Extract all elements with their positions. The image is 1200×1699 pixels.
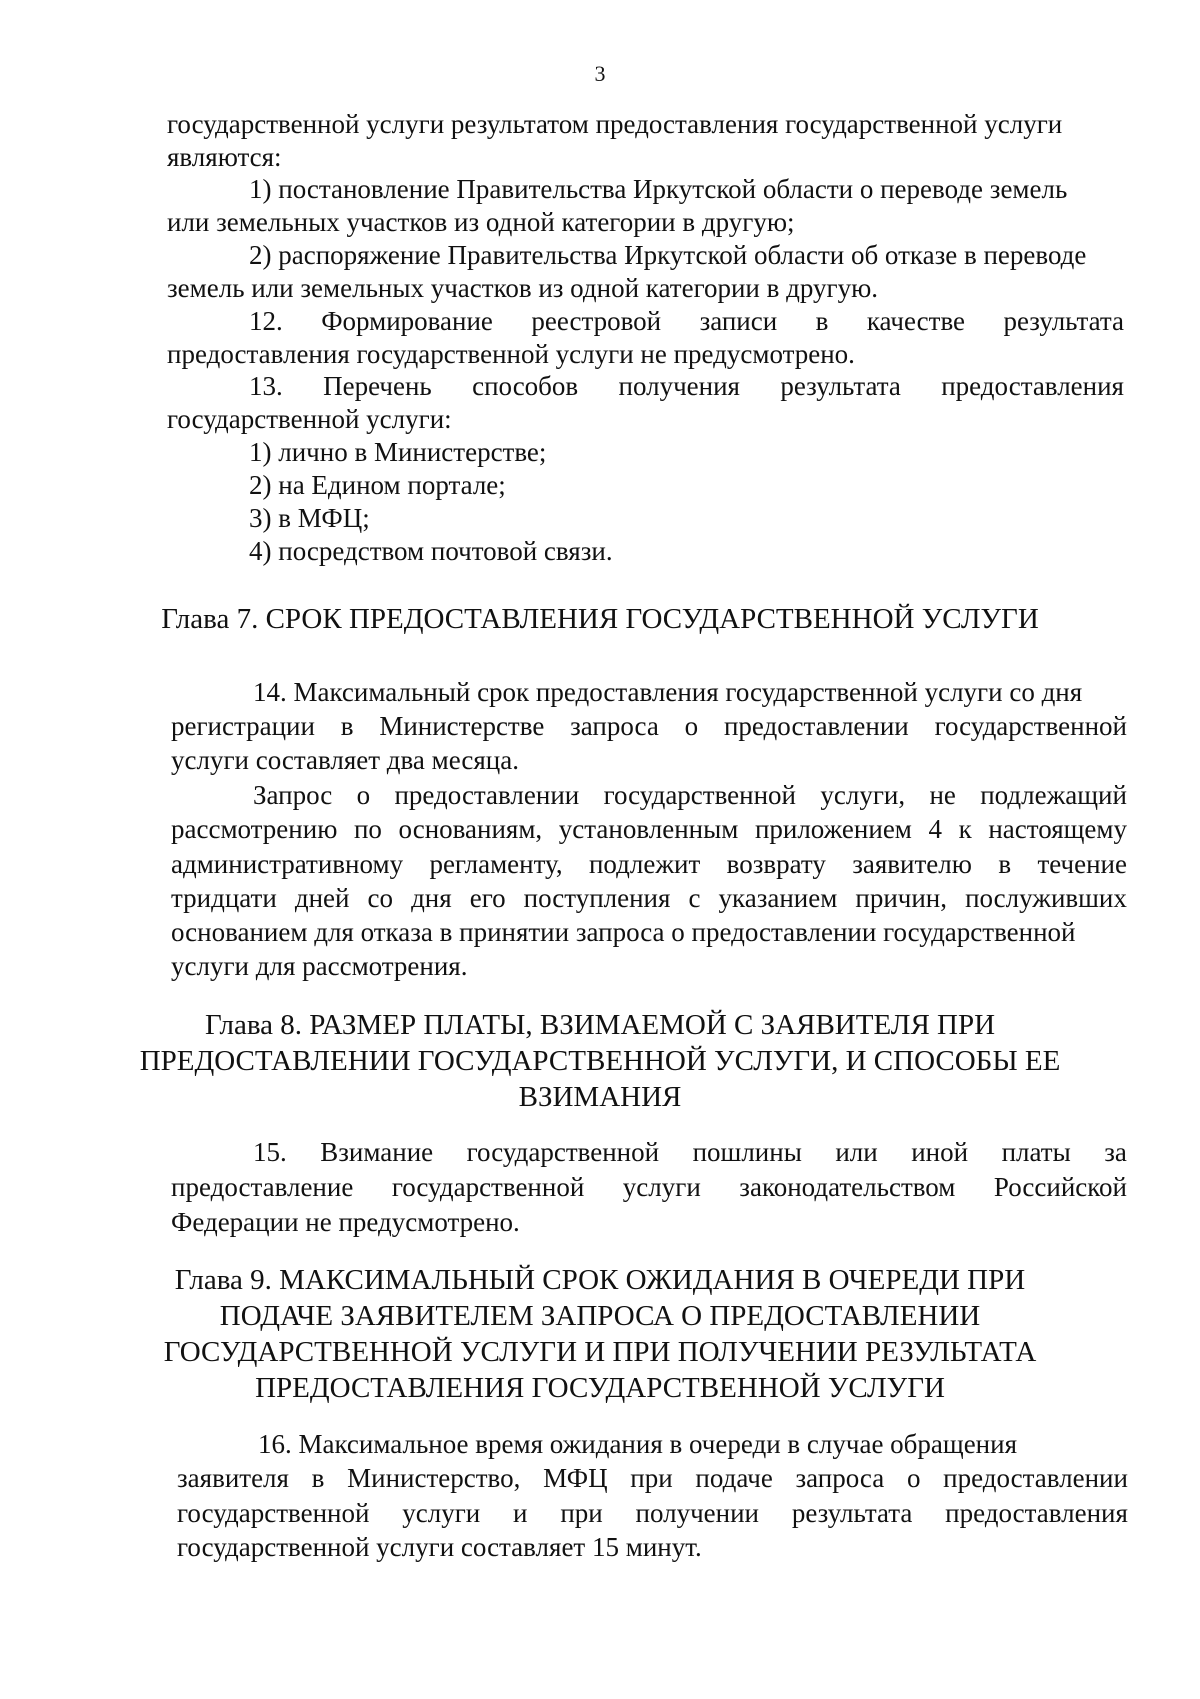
word: подлежащий: [980, 780, 1127, 810]
word: указанием: [718, 883, 838, 913]
word: результата: [780, 371, 901, 401]
paragraph-14b-line-3: [171, 847, 1127, 881]
word: Перечень: [323, 371, 432, 401]
word: качестве: [866, 306, 966, 336]
word: 15.: [253, 1137, 287, 1167]
word: платы: [1001, 1137, 1071, 1167]
word: со: [367, 883, 394, 913]
chapter-9-heading-line-2: ПОДАЧЕ ЗАЯВИТЕЛЕМ ЗАПРОСА О ПРЕДОСТАВЛЕНИИ: [219, 1300, 981, 1332]
word: предоставления: [945, 1498, 1128, 1528]
chapter-8-heading: [0, 1007, 1200, 1115]
word: 12.: [249, 306, 283, 336]
word: результата: [791, 1498, 913, 1528]
word: способов: [472, 371, 579, 401]
word: государственной: [391, 1172, 585, 1202]
word: дня: [411, 883, 452, 913]
word: с: [688, 883, 701, 913]
word: и: [513, 1498, 528, 1528]
word: причин,: [855, 883, 948, 913]
word: запроса: [570, 711, 659, 741]
word: результата: [1003, 306, 1124, 336]
list-item-11-1-line-2: или земельных участков из одной категории в другую;: [167, 207, 795, 237]
word: подаче: [695, 1463, 773, 1493]
paragraph-14b-line-5: основанием для отказа в принятии запроса о предоставлении государственной: [171, 917, 1076, 947]
word: пошлины: [692, 1137, 802, 1167]
word: предоставлении: [723, 711, 909, 741]
word: предоставление: [171, 1172, 354, 1202]
word: при: [630, 1463, 673, 1493]
word: записи: [699, 306, 778, 336]
paragraph-14-line-1: 14. Максимальный срок предоставления государственной услуги со дня: [253, 677, 1083, 707]
word: Запрос: [253, 780, 333, 810]
chapter-9-heading-line-3: ГОСУДАРСТВЕННОЙ УСЛУГИ И ПРИ ПОЛУЧЕНИИ РЕЗУЛЬТАТА: [163, 1336, 1037, 1368]
word: заявителю: [852, 849, 972, 879]
word: поступления: [523, 883, 671, 913]
word: основаниям,: [398, 814, 543, 844]
list-item-13-4: 4) посредством почтовой связи.: [249, 536, 613, 566]
paragraph-14-line-3: услуги составляет два месяца.: [171, 745, 519, 775]
word: запроса: [795, 1463, 885, 1493]
word: государственной: [934, 711, 1127, 741]
word: Формирование: [321, 306, 493, 336]
word: о: [684, 711, 699, 741]
word: возврату: [726, 849, 826, 879]
word: заявителя: [177, 1463, 289, 1493]
word: в: [815, 306, 829, 336]
word: послуживших: [965, 883, 1127, 913]
word: государственной: [177, 1498, 370, 1528]
word: Министерство,: [347, 1463, 521, 1493]
word: услуги: [622, 1172, 701, 1202]
chapter-9-heading: [0, 1262, 1200, 1406]
word: Российской: [993, 1172, 1127, 1202]
page-number: 3: [594, 61, 606, 86]
paragraph-13-line-1: [249, 369, 1124, 403]
word: к: [958, 814, 972, 844]
chapter-8-heading-line-2: ПРЕДОСТАВЛЕНИИ ГОСУДАРСТВЕННОЙ УСЛУГИ, И СПОСОБЫ ЕЕ: [139, 1045, 1061, 1077]
paragraph-14b-line-2: [171, 812, 1127, 846]
word: течение: [1037, 849, 1127, 879]
word: административному: [171, 849, 404, 879]
word: о: [356, 780, 371, 810]
list-item-13-1: 1) лично в Министерстве;: [249, 437, 547, 467]
word: не: [929, 780, 956, 810]
word: услуги: [402, 1498, 481, 1528]
word: настоящему: [988, 814, 1127, 844]
chapter-8-heading-line-1: Глава 8. РАЗМЕР ПЛАТЫ, ВЗИМАЕМОЙ С ЗАЯВИТЕЛЯ ПРИ: [204, 1009, 996, 1041]
paragraph-16-line-1: 16. Максимальное время ожидания в очереди в случае обращения: [258, 1429, 1017, 1459]
word: приложением: [754, 814, 912, 844]
word: 13.: [249, 371, 283, 401]
word: в: [340, 711, 354, 741]
list-item-13-2: 2) на Едином портале;: [249, 470, 506, 500]
word: установленным: [558, 814, 739, 844]
paragraph-15-line-3: Федерации не предусмотрено.: [171, 1207, 520, 1237]
list-item-11-2-line-1: 2) распоряжение Правительства Иркутской области об отказе в переводе: [249, 240, 1087, 270]
paragraph-13-line-2: государственной услуги:: [167, 404, 452, 434]
word: регистрации: [171, 711, 315, 741]
paragraph-16-line-2: [177, 1461, 1128, 1495]
word: предоставления: [941, 371, 1124, 401]
word: законодательством: [739, 1172, 956, 1202]
word: о: [906, 1463, 921, 1493]
word: предоставлении: [943, 1463, 1128, 1493]
word: в: [311, 1463, 325, 1493]
paragraph-15-line-2: [171, 1170, 1127, 1204]
chapter-8-heading-line-3: ВЗИМАНИЯ: [518, 1081, 682, 1113]
paragraph-16-line-4: государственной услуги составляет 15 минут.: [177, 1532, 702, 1562]
word: получении: [635, 1498, 760, 1528]
paragraph-14b-line-4: [171, 881, 1127, 915]
word: подлежит: [588, 849, 701, 879]
word: 4: [928, 814, 942, 844]
word: регламенту,: [429, 849, 563, 879]
list-item-13-3: 3) в МФЦ;: [249, 503, 370, 533]
word: рассмотрению: [171, 814, 338, 844]
paragraph-11-line-2: являются:: [167, 142, 282, 172]
paragraph-11-line-1: государственной услуги результатом предоставления государственной услуги: [167, 109, 1063, 139]
word: реестровой: [531, 306, 662, 336]
paragraph-14b-line-6: услуги для рассмотрения.: [171, 951, 468, 981]
word: дней: [294, 883, 350, 913]
chapter-9-heading-line-1: Глава 9. МАКСИМАЛЬНЫЙ СРОК ОЖИДАНИЯ В ОЧЕРЕДИ ПРИ: [174, 1264, 1026, 1296]
word: за: [1104, 1137, 1127, 1167]
word: государственной: [603, 780, 797, 810]
word: получения: [618, 371, 740, 401]
list-item-11-2-line-2: земель или земельных участков из одной категории в другую.: [167, 273, 878, 303]
word: тридцати: [171, 883, 277, 913]
paragraph-14-line-2: [171, 709, 1127, 743]
word: Министерстве: [379, 711, 545, 741]
list-item-11-1-line-1: 1) постановление Правительства Иркутской области о переводе земель: [249, 174, 1068, 204]
word: предоставлении: [394, 780, 580, 810]
word: или: [835, 1137, 878, 1167]
word: по: [353, 814, 382, 844]
word: Взимание: [320, 1137, 434, 1167]
word: государственной: [466, 1137, 660, 1167]
paragraph-14b-line-1: [253, 778, 1127, 812]
word: услуги,: [820, 780, 906, 810]
chapter-7-heading-line-1: Глава 7. СРОК ПРЕДОСТАВЛЕНИЯ ГОСУДАРСТВЕННОЙ УСЛУГИ: [161, 603, 1039, 635]
word: при: [560, 1498, 603, 1528]
paragraph-12-line-2: предоставления государственной услуги не предусмотрено.: [167, 339, 855, 369]
paragraph-12-line-1: [249, 304, 1124, 338]
chapter-7-heading: [0, 601, 1200, 637]
paragraph-15-line-1: [253, 1135, 1127, 1169]
word: его: [469, 883, 506, 913]
word: в: [998, 849, 1012, 879]
word: МФЦ: [543, 1463, 608, 1493]
chapter-9-heading-line-4: ПРЕДОСТАВЛЕНИЯ ГОСУДАРСТВЕННОЙ УСЛУГИ: [255, 1372, 945, 1404]
word: иной: [911, 1137, 969, 1167]
paragraph-16-line-3: [177, 1496, 1128, 1530]
